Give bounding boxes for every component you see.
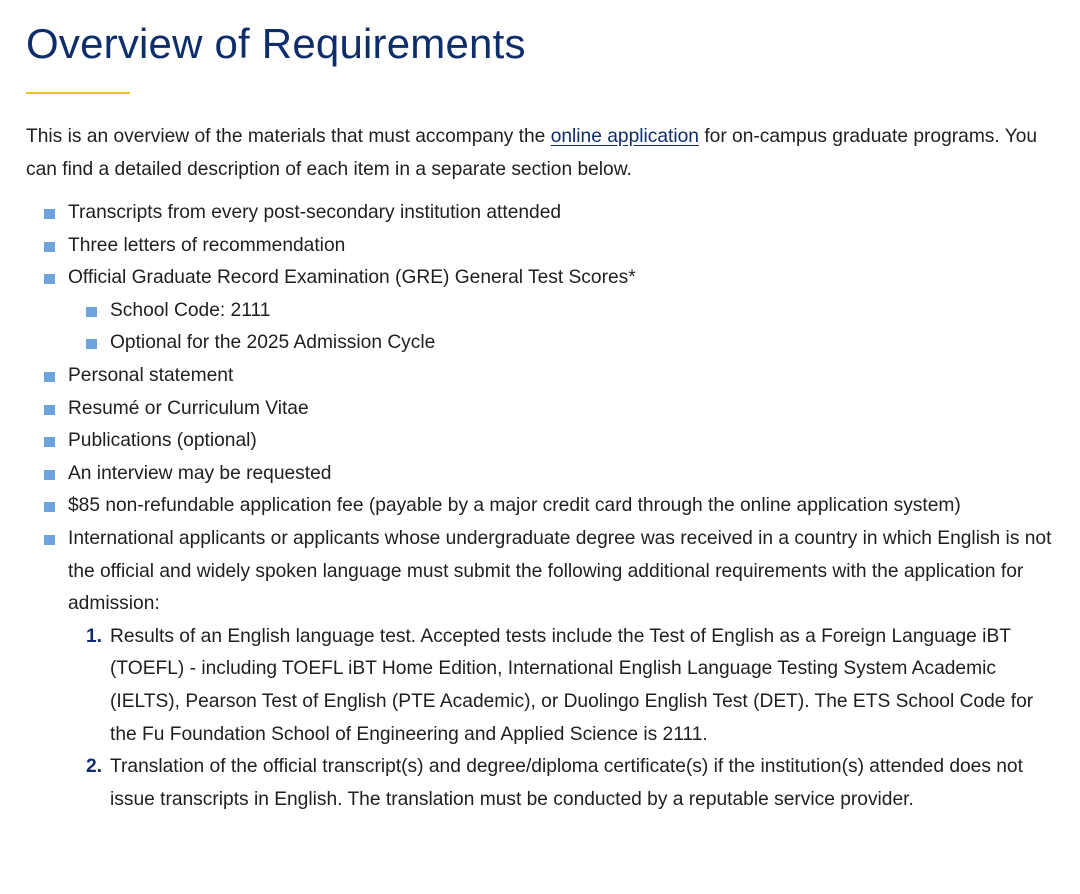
list-item: [68, 523, 1060, 816]
item-text: International applicants or applicants whose undergraduate degree was received in a country in which English is not the official and widely spoken language must submit the following additional requirements with the application for admission:: [68, 527, 1052, 615]
item-text: Optional for the 2025 Admission Cycle: [110, 332, 436, 354]
list-item: [68, 393, 1060, 426]
sub-list-item: [110, 327, 1060, 360]
item-number: 2.: [86, 756, 103, 778]
item-text: Three letters of recommendation: [68, 234, 346, 256]
item-text: Transcripts from every post-secondary institution attended: [68, 202, 562, 223]
square-bullet-icon: [44, 470, 55, 480]
square-bullet-icon: [86, 339, 97, 349]
gre-sublist: [68, 295, 1060, 360]
intro-paragraph: [26, 120, 1056, 186]
intro-text-after: for on-campus graduate programs. You can find a detailed description of each item in a separate section below.: [26, 126, 1038, 180]
item-number: 1.: [86, 625, 103, 647]
sub-list-item: [110, 295, 1060, 328]
item-text: Results of an English language test. Accepted tests include the Test of English as a Foreign Language iBT (TOEFL) - including TOEFL iBT Home Edition, International English Language Testing System Academic (IELTS), Pearson Test of English (PTE Academic), or Duolingo English Test (DET). The ETS School Code for the Fu Foundation School of Engineering and Applied Science is 2111.: [110, 625, 1034, 745]
item-text: $85 non-refundable application fee (payable by a major credit card through the online application system): [68, 495, 961, 517]
square-bullet-icon: [44, 209, 55, 219]
requirements-list: [26, 197, 1060, 816]
square-bullet-icon: [44, 535, 55, 545]
intro-text-before: This is an overview of the materials that must accompany the: [26, 126, 551, 147]
list-item: [68, 490, 1060, 523]
square-bullet-icon: [44, 242, 55, 252]
square-bullet-icon: [44, 274, 55, 284]
online-application-link[interactable]: online application: [550, 126, 699, 147]
square-bullet-icon: [44, 437, 55, 447]
list-item: [68, 425, 1060, 458]
square-bullet-icon: [44, 502, 55, 512]
square-bullet-icon: [44, 372, 55, 382]
item-text: Official Graduate Record Examination (GRE) General Test Scores*: [68, 267, 636, 289]
page-title: Overview of Requirements: [26, 20, 526, 67]
item-text: Resumé or Curriculum Vitae: [68, 397, 309, 419]
list-item: [68, 230, 1060, 263]
numbered-list-item: [86, 621, 1060, 751]
list-item: [68, 197, 1060, 230]
item-text: Personal statement: [68, 364, 234, 386]
item-text: School Code: 2111: [110, 299, 271, 321]
list-item: [68, 360, 1060, 393]
item-text: An interview may be requested: [68, 462, 332, 484]
square-bullet-icon: [86, 307, 97, 317]
international-sublist: [68, 621, 1060, 817]
title-underline: [26, 92, 130, 94]
list-item: [68, 458, 1060, 491]
square-bullet-icon: [44, 405, 55, 415]
numbered-list-item: [86, 751, 1060, 816]
item-text: Publications (optional): [68, 430, 257, 452]
list-item: [68, 262, 1060, 360]
item-text: Translation of the official transcript(s) and degree/diploma certificate(s) if the institution(s) attended does not issue transcripts in English. The translation must be conducted by a reputable service provider.: [110, 756, 1023, 810]
